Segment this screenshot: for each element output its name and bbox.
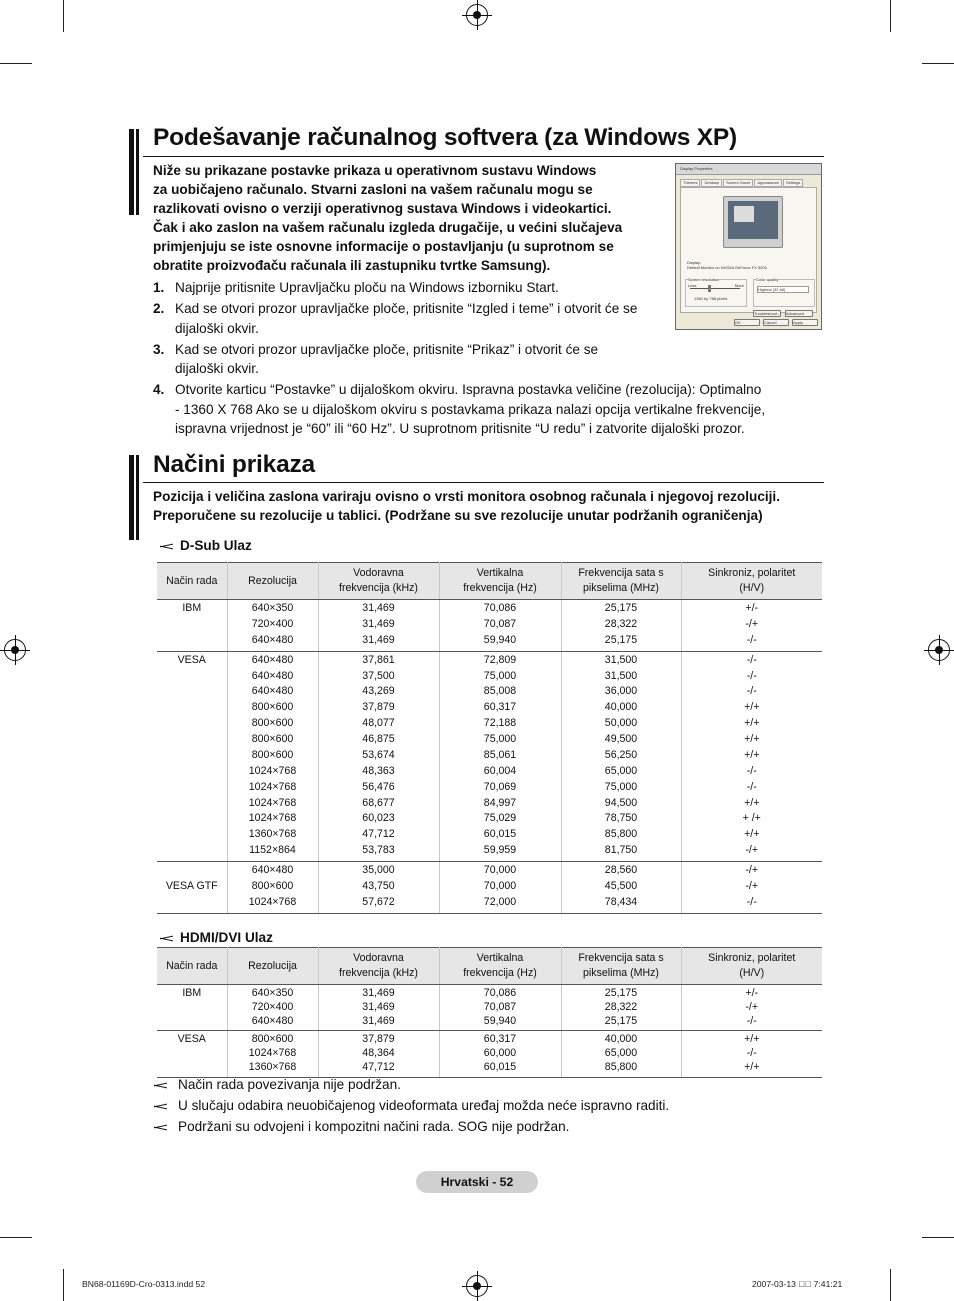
col-vfreq: Vertikalna frekvencija (Hz) <box>439 563 561 600</box>
cell-value: 81,750 <box>604 844 638 857</box>
col-resolution: Rezolucija <box>227 948 318 985</box>
cell-value: 31,500 <box>604 669 638 682</box>
cell-value: 48,364 <box>362 1047 395 1060</box>
col-polarity: Sinkroniz, polaritet (H/V) <box>681 563 822 600</box>
crop-mark <box>0 1237 32 1238</box>
cell-pol <box>681 651 822 861</box>
cell-value: 31,469 <box>362 617 395 630</box>
cell-value: 49,500 <box>604 733 638 745</box>
table-header-row <box>157 948 822 985</box>
cell-clk <box>561 600 681 652</box>
cell-value: 800×600 <box>251 1033 294 1046</box>
col-pixel-clock: Frekvencija sata s pikselima (MHz) <box>561 563 681 600</box>
cell-value: 56,250 <box>604 748 638 761</box>
cell-value: -/+ <box>745 879 759 892</box>
cell-mode <box>157 1031 227 1077</box>
cell-value: + /+ <box>742 812 761 825</box>
cell-value: 25,175 <box>604 602 638 614</box>
cell-value: 35,000 <box>362 864 395 876</box>
arrow-icon <box>160 542 174 550</box>
col-mode: Način rada <box>157 563 227 600</box>
cell-value: 70,087 <box>483 1001 517 1014</box>
cell-value: -/- <box>746 633 757 646</box>
cell-value: -/- <box>746 685 757 698</box>
cell-value: 800×600 <box>251 748 294 761</box>
cell-value: 70,087 <box>483 617 517 630</box>
cell-value: +/+ <box>744 717 760 730</box>
cell-value: 85,061 <box>483 748 517 761</box>
cell-pol <box>681 862 822 914</box>
section-bar <box>129 129 139 215</box>
cell-value: 25,175 <box>604 1015 638 1028</box>
cell-value: 75,000 <box>483 669 517 682</box>
cell-value: 53,783 <box>362 844 395 857</box>
registration-mark-icon <box>928 639 950 661</box>
cell-value: 57,672 <box>362 895 395 908</box>
cell-value: 720×400 <box>251 617 294 630</box>
cell-value: -/- <box>746 653 757 666</box>
crop-mark <box>922 1237 954 1238</box>
cell-value: 60,317 <box>483 1033 517 1046</box>
cell-value: 53,674 <box>362 748 395 761</box>
step-item: 2. Kad se otvori prozor upravljačke ploče, pritisnite “Izgled i teme” i otvorit će se dijaloški okvir. <box>153 301 638 336</box>
cell-value: 37,500 <box>362 669 395 682</box>
cell-res <box>227 985 318 1031</box>
cell-mode <box>157 862 227 914</box>
cell-h <box>318 600 439 652</box>
cell-v <box>439 1031 561 1077</box>
cell-h <box>318 1031 439 1077</box>
cell-value: 1152×864 <box>249 844 296 857</box>
cell-value: -/+ <box>745 844 759 857</box>
cell-value: 43,750 <box>362 879 395 892</box>
cell-value: 640×480 <box>251 864 294 876</box>
cell-value: 640×480 <box>251 653 294 666</box>
cell-value: 60,004 <box>483 764 517 777</box>
cell-h <box>318 651 439 861</box>
cell-value: 47,712 <box>362 1061 395 1074</box>
table-row <box>157 862 822 914</box>
section-title: Podešavanje računalnog softvera (za Windows XP) <box>153 124 737 151</box>
cell-value: +/- <box>745 987 759 999</box>
crop-mark <box>63 1269 64 1301</box>
cell-res <box>227 651 318 861</box>
cell-value: 37,879 <box>362 1033 395 1046</box>
cell-value: 56,476 <box>362 780 395 793</box>
cell-value: 60,000 <box>483 1047 517 1060</box>
mode-label: VESA <box>177 1033 206 1046</box>
cell-h <box>318 862 439 914</box>
step-item: 4. Otvorite karticu “Postavke” u dijaloškom okviru. Ispravna postavka veličine (rezolucija): Optimalno - 1360 X 768 Ako se u dijaloškom okviru s postavkama prikaza nalazi opcija vertikalne frekvencije, ispravna vrijednost je “60” ili “60 Hz”. U suprotnom pritisnite “U redu” i zatvorite dijaloški prozor. <box>153 382 766 437</box>
cell-value: 70,000 <box>483 864 517 876</box>
cell-v <box>439 600 561 652</box>
cell-value: 70,069 <box>483 780 517 793</box>
cell-value: 85,008 <box>483 685 517 698</box>
registration-mark-icon <box>466 4 488 26</box>
crop-mark <box>922 63 954 64</box>
cell-value: +/+ <box>744 1061 760 1074</box>
crop-mark <box>0 63 32 64</box>
cell-value: 48,077 <box>362 717 395 730</box>
table-header-row <box>157 563 822 600</box>
mode-label: VESA <box>177 653 206 666</box>
cell-value: 31,469 <box>362 1001 395 1014</box>
cell-value: 45,500 <box>604 879 638 892</box>
cell-value: 1024×768 <box>248 812 297 825</box>
cell-value: 47,712 <box>362 828 395 841</box>
note-item: Način rada povezivanja nije podržan. <box>154 1074 669 1095</box>
crop-mark <box>63 0 64 32</box>
cell-value: 28,560 <box>604 864 638 876</box>
dialog-panel: Display: Default Monitor on NVIDIA GeForce FX 5200 Screen resolution Less More 1360 by 768 pixels Color quality Highest (32 bit) Troubleshoot... Advanced <box>680 187 817 313</box>
cell-value: 1360×768 <box>248 1061 297 1074</box>
cell-value: 640×480 <box>251 1015 294 1028</box>
cell-v <box>439 985 561 1031</box>
page-number: Hrvatski - 52 <box>416 1171 538 1193</box>
col-pixel-clock: Frekvencija sata s pikselima (MHz) <box>561 948 681 985</box>
table-row <box>157 1031 822 1077</box>
note-item: Podržani su odvojeni i kompozitni načini rada. SOG nije podržan. <box>154 1116 669 1137</box>
dsub-heading: D-Sub Ulaz <box>160 538 252 553</box>
cell-value: +/+ <box>744 1033 760 1046</box>
step-item: 3. Kad se otvori prozor upravljačke ploče, pritisnite “Prikaz” i otvorit će se dijaloški okvir. <box>153 341 599 377</box>
table-row <box>157 651 822 861</box>
hdmi-table <box>157 947 822 1078</box>
cell-value: -/- <box>746 780 757 793</box>
intro-paragraph: Pozicija i veličina zaslona variraju ovisno o vrsti monitora osobnog računala i njegovoj rezoluciji. Preporučene su rezolucije u tablici. (Podržane su sve rezolucije unutar podržanih ograničenja) <box>153 489 780 523</box>
cell-value: 640×350 <box>251 602 294 614</box>
col-hfreq: Vodoravna frekvencija (kHz) <box>318 563 439 600</box>
registration-mark-icon <box>4 639 26 661</box>
cell-value: 50,000 <box>604 717 638 730</box>
cell-value: 25,175 <box>604 987 638 999</box>
cell-value: -/+ <box>745 864 759 876</box>
cell-value: 31,500 <box>604 653 638 666</box>
arrow-icon <box>154 1123 168 1131</box>
mode-label: IBM <box>182 602 202 614</box>
cell-value: 1024×768 <box>248 895 297 908</box>
cell-value: 70,000 <box>483 879 517 892</box>
cell-value: 800×600 <box>251 717 294 730</box>
title-rule <box>143 156 824 157</box>
file-slug: BN68-01169D-Cro-0313.indd 52 <box>82 1279 206 1289</box>
cancel-button: Cancel <box>763 319 789 326</box>
cell-value: 25,175 <box>604 633 638 646</box>
cell-value: 31,469 <box>362 987 395 999</box>
cell-value: 72,188 <box>483 717 517 730</box>
registration-mark-icon <box>466 1275 488 1297</box>
cell-value: 59,959 <box>483 844 517 857</box>
cell-value: +/+ <box>744 748 760 761</box>
apply-button: Apply <box>792 319 818 326</box>
cell-value: -/- <box>746 669 757 682</box>
cell-value: +/- <box>745 602 759 614</box>
col-resolution: Rezolucija <box>227 563 318 600</box>
dialog-tabs: Themes Desktop Screen Saver Appearance Settings <box>680 179 817 187</box>
cell-value: 640×350 <box>251 987 294 999</box>
display-properties-screenshot <box>675 163 822 330</box>
advanced-button: Advanced <box>785 310 813 317</box>
cell-value: 75,029 <box>483 812 517 825</box>
cell-res <box>227 1031 318 1077</box>
cell-value: -/- <box>746 1047 757 1060</box>
cell-clk <box>561 1031 681 1077</box>
ok-button: OK <box>734 319 760 326</box>
cell-value: 640×480 <box>251 685 294 698</box>
cell-value: 40,000 <box>604 1033 638 1046</box>
cell-v <box>439 862 561 914</box>
cell-value: 59,940 <box>483 633 517 646</box>
crop-mark <box>890 1269 891 1301</box>
cell-value: 72,000 <box>483 895 517 908</box>
cell-value: 68,677 <box>362 796 395 809</box>
cell-value: 60,015 <box>483 1061 517 1074</box>
cell-value: 59,940 <box>483 1015 517 1028</box>
col-mode: Način rada <box>157 948 227 985</box>
cell-value: 60,015 <box>483 828 517 841</box>
cell-mode <box>157 985 227 1031</box>
cell-value: 640×480 <box>251 669 294 682</box>
arrow-icon <box>160 934 174 942</box>
table-row <box>157 985 822 1031</box>
cell-value: 78,434 <box>604 895 638 908</box>
cell-value: 1360×768 <box>248 828 297 841</box>
intro-paragraph: Niže su prikazane postavke prikaza u operativnom sustavu Windows za uobičajeno računalo. Stvarni zasloni na vašem računalu mogu se razlikovati ovisno o verziji operativnog sustava Windows i videokartici. Čak i ako zaslon na vašem računalu izgleda drugačije, u većini slučajeva primjenjuju se iste osnovne informacije o postavljanju (u suprotnom se obratite proizvođaču računala ili zastupniku tvrtke Samsung). <box>153 163 623 273</box>
cell-value: 75,000 <box>483 733 517 745</box>
monitor-icon <box>723 196 783 248</box>
cell-value: 36,000 <box>604 685 638 698</box>
cell-value: +/+ <box>744 701 760 714</box>
dsub-table <box>157 562 822 914</box>
cell-clk <box>561 862 681 914</box>
dialog-title: Display Properties <box>676 164 821 175</box>
cell-value: -/- <box>746 895 757 908</box>
cell-value: 720×400 <box>251 1001 294 1014</box>
cell-value: 85,800 <box>604 828 638 841</box>
table-row <box>157 600 822 652</box>
cell-value: 640×480 <box>251 633 294 646</box>
title-rule <box>143 482 824 483</box>
cell-value: 78,750 <box>604 812 638 825</box>
cell-value: 43,269 <box>362 685 395 698</box>
cell-mode <box>157 600 227 652</box>
cell-value: 65,000 <box>604 764 638 777</box>
cell-pol <box>681 985 822 1031</box>
cell-value: -/+ <box>745 1001 759 1014</box>
cell-value: 28,322 <box>604 1001 638 1014</box>
cell-value: 46,875 <box>362 733 395 745</box>
cell-value: 31,469 <box>362 1015 395 1028</box>
cell-value: 31,469 <box>362 633 395 646</box>
arrow-icon <box>154 1081 168 1089</box>
col-hfreq: Vodoravna frekvencija (kHz) <box>318 948 439 985</box>
color-quality-group: Color quality Highest (32 bit) <box>753 279 815 307</box>
notes-list <box>154 1074 669 1137</box>
cell-value: -/+ <box>745 617 759 630</box>
cell-value: +/+ <box>744 733 760 745</box>
note-item: U slučaju odabira neuobičajenog videoformata uređaj možda neće ispravno raditi. <box>154 1095 669 1116</box>
troubleshoot-button: Troubleshoot... <box>754 311 781 316</box>
cell-pol <box>681 600 822 652</box>
cell-value: 70,086 <box>483 602 517 614</box>
cell-value: 1024×768 <box>248 796 297 809</box>
col-vfreq: Vertikalna frekvencija (Hz) <box>439 948 561 985</box>
cell-value: 75,000 <box>604 780 638 793</box>
date-slug: 2007-03-13 ￿￿ 7:41:21 <box>752 1279 843 1289</box>
cell-value: 37,879 <box>362 701 395 714</box>
cell-h <box>318 985 439 1031</box>
cell-mode <box>157 651 227 861</box>
cell-value: 48,363 <box>362 764 395 777</box>
cell-value: 94,500 <box>604 796 638 809</box>
crop-mark <box>890 0 891 32</box>
col-polarity: Sinkroniz, polaritet (H/V) <box>681 948 822 985</box>
section-bar <box>129 455 139 540</box>
cell-value: 60,317 <box>483 701 517 714</box>
cell-value: 800×600 <box>251 733 294 745</box>
cell-value: +/+ <box>744 796 760 809</box>
cell-value: -/- <box>746 764 757 777</box>
cell-value: 1024×768 <box>248 780 297 793</box>
cell-value: 72,809 <box>483 653 517 666</box>
cell-value: 1024×768 <box>248 1047 297 1060</box>
cell-value: 1024×768 <box>248 764 297 777</box>
cell-value: 70,086 <box>483 987 517 999</box>
cell-clk <box>561 651 681 861</box>
cell-value: 31,469 <box>362 602 395 614</box>
cell-pol <box>681 1031 822 1077</box>
cell-value: 84,997 <box>483 796 517 809</box>
cell-res <box>227 600 318 652</box>
cell-value: +/+ <box>744 828 760 841</box>
cell-value: 65,000 <box>604 1047 638 1060</box>
cell-v <box>439 651 561 861</box>
cell-value: 37,861 <box>362 653 395 666</box>
mode-label: IBM <box>182 987 202 999</box>
step-item: 1. Najprije pritisnite Upravljačku ploču na Windows izborniku Start. <box>153 280 559 295</box>
cell-value: -/- <box>746 1015 757 1028</box>
resolution-group: Screen resolution Less More 1360 by 768 pixels <box>685 279 747 307</box>
mode-label: VESA GTF <box>165 879 218 892</box>
cell-value: 60,023 <box>362 812 395 825</box>
arrow-icon <box>154 1102 168 1110</box>
section-title: Načini prikaza <box>153 451 315 478</box>
cell-res <box>227 862 318 914</box>
cell-value: 800×600 <box>251 879 294 892</box>
cell-clk <box>561 985 681 1031</box>
cell-value: 800×600 <box>251 701 294 714</box>
hdmi-heading: HDMI/DVI Ulaz <box>160 930 273 945</box>
cell-value: 40,000 <box>604 701 638 714</box>
cell-value: 85,800 <box>604 1061 638 1074</box>
cell-value: 28,322 <box>604 617 638 630</box>
